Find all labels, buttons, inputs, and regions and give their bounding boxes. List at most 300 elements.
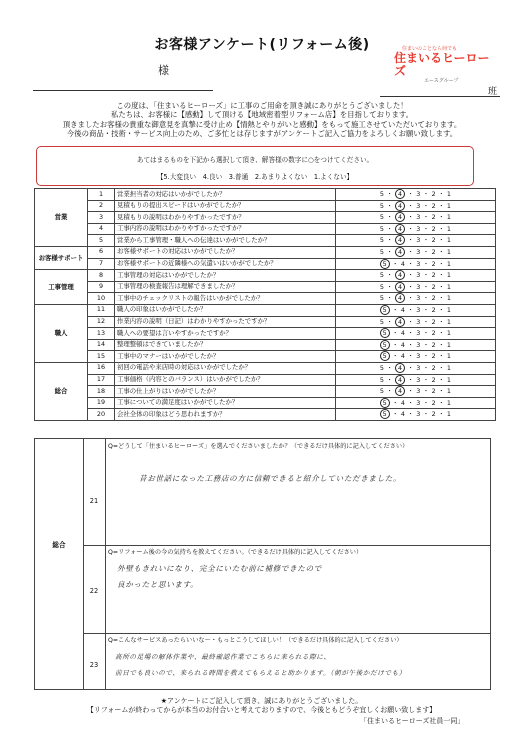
score-option[interactable]: 3 — [416, 340, 421, 349]
score-option[interactable]: 3 — [416, 398, 421, 407]
score-separator: ・ — [435, 271, 447, 280]
row-divider — [83, 633, 490, 634]
score-option[interactable]: 1 — [446, 410, 452, 419]
score-option[interactable]: 2 — [431, 247, 436, 256]
question-text: 職人への要望は言いやすかったですか？ — [115, 328, 336, 340]
intro-line: 私たちは、お客様に【感動】して頂ける【地域密着型リフォーム店】を目指しております。 — [110, 110, 414, 120]
question-number: 14 — [88, 339, 115, 351]
table-row — [35, 189, 496, 201]
handwritten-answer: 昔お世話になった工務店の方に信頼できると紹介していただきました。 — [139, 474, 402, 483]
table-row — [35, 270, 496, 282]
question-text: 工事中のチェックリストの報告はいかがでしたか？ — [115, 293, 336, 305]
score-option[interactable]: 1 — [446, 329, 452, 338]
customer-honorific: 様 — [158, 64, 169, 77]
score-option[interactable]: 1 — [446, 247, 452, 256]
score-separator: ・ — [405, 352, 417, 361]
score-separator: ・ — [435, 352, 447, 361]
handwritten-answer: 高所の足場の解体作業や、最終確認作業でこちらに来られる際に、 — [115, 653, 331, 661]
score-option[interactable]: 1 — [446, 398, 452, 407]
question-number: 15 — [88, 351, 115, 363]
score-separator: ・ — [435, 317, 447, 326]
score-scale[interactable] — [336, 351, 496, 363]
score-separator: ・ — [435, 201, 447, 210]
question-number: 17 — [88, 374, 115, 386]
score-separator: ・ — [389, 259, 401, 268]
score-separator: ・ — [435, 259, 447, 268]
score-scale[interactable] — [336, 200, 496, 212]
score-separator: ・ — [384, 236, 396, 245]
score-separator: ・ — [389, 329, 401, 338]
score-option[interactable]: 5 — [379, 294, 385, 303]
score-option[interactable]: 5 — [379, 224, 385, 233]
score-separator: ・ — [405, 363, 417, 372]
score-option[interactable]: 3 — [416, 201, 421, 210]
score-option[interactable]: 5 — [379, 201, 385, 210]
company-logo — [394, 46, 490, 84]
handwritten-answer: 外壁もきれいになり、完全にいたむ前に補修できたので — [117, 564, 322, 573]
score-option[interactable]: 2 — [431, 190, 436, 198]
score-option[interactable]: 3 — [416, 294, 421, 303]
question-text: 工事中のマナーはいかがでしたか？ — [115, 351, 336, 363]
score-separator: ・ — [420, 190, 432, 198]
score-option[interactable]: 3 — [416, 410, 421, 419]
table-row — [35, 362, 496, 374]
score-separator: ・ — [384, 375, 396, 384]
score-selected[interactable]: 4 — [395, 386, 405, 396]
question-number: 12 — [88, 316, 115, 328]
question-text: お客様サポートの近隣様への気遣いはいかがでしたか？ — [115, 258, 336, 270]
score-option[interactable]: 4 — [400, 398, 406, 407]
category-kanri: 工事管理 — [35, 270, 88, 305]
score-scale[interactable] — [336, 293, 496, 305]
score-option[interactable]: 1 — [446, 190, 452, 198]
score-scale[interactable] — [336, 374, 496, 386]
score-separator: ・ — [389, 340, 401, 349]
score-option[interactable]: 5 — [379, 363, 385, 372]
score-selected[interactable]: 4 — [395, 201, 405, 211]
question-text: 整理整頓はできていましたか？ — [115, 339, 336, 351]
question-number: 2 — [88, 200, 115, 212]
free-answer-section — [34, 438, 491, 690]
rating-rules-box — [36, 146, 474, 186]
score-separator: ・ — [420, 363, 432, 372]
table-row — [35, 397, 496, 409]
score-option[interactable]: 2 — [431, 201, 436, 210]
category-shokunin: 職人 — [35, 304, 88, 362]
question-text: 工事の仕上がりはいかがでしたか？ — [115, 386, 336, 398]
score-separator: ・ — [435, 294, 447, 303]
table-row — [35, 293, 496, 305]
table-row — [35, 246, 496, 258]
score-separator: ・ — [389, 410, 401, 419]
question-number: 13 — [88, 328, 115, 340]
score-scale[interactable] — [336, 223, 496, 235]
score-option[interactable]: 1 — [446, 340, 452, 349]
question-number: 7 — [88, 258, 115, 270]
score-option[interactable]: 3 — [416, 329, 421, 338]
score-option[interactable]: 4 — [400, 410, 406, 419]
logo-brand: 住まいるヒーローズ — [394, 51, 490, 78]
score-separator: ・ — [420, 375, 432, 384]
score-option[interactable]: 4 — [400, 352, 406, 361]
question-text: 職人の印象はいかがでしたか？ — [115, 304, 336, 316]
score-option[interactable]: 2 — [431, 294, 436, 303]
table-row — [35, 304, 496, 316]
score-selected[interactable]: 5 — [380, 398, 390, 408]
score-separator: ・ — [435, 224, 447, 233]
score-option[interactable]: 3 — [416, 352, 421, 361]
score-separator: ・ — [384, 387, 396, 396]
score-selected[interactable]: 5 — [380, 305, 390, 315]
score-separator: ・ — [405, 387, 417, 396]
table-row — [35, 258, 496, 270]
score-separator: ・ — [420, 317, 432, 326]
free-question-text: Q=リフォーム後の今の気持ちを教えてください。（できるだけ具体的に記入してください） — [108, 549, 363, 556]
score-scale[interactable] — [336, 189, 496, 201]
score-separator: ・ — [389, 352, 401, 361]
score-option[interactable]: 1 — [446, 352, 452, 361]
question-number: 11 — [88, 304, 115, 316]
question-text: 見積もりの提出スピードはいかがでしたか？ — [115, 200, 336, 212]
score-separator: ・ — [435, 363, 447, 372]
score-separator: ・ — [384, 213, 396, 222]
question-number: 5 — [88, 235, 115, 247]
score-option[interactable]: 3 — [416, 247, 421, 256]
score-separator: ・ — [435, 375, 447, 384]
score-separator: ・ — [435, 398, 447, 407]
question-number: 1 — [88, 189, 115, 201]
score-option[interactable]: 2 — [431, 363, 436, 372]
score-option[interactable]: 3 — [416, 271, 421, 280]
score-selected[interactable]: 4 — [395, 375, 405, 385]
handwritten-answer: 前日でも良いので、来られる時間を教えてもらえると助かります。（朝が午後かだけでも） — [115, 669, 406, 677]
score-separator: ・ — [420, 340, 432, 349]
score-separator: ・ — [435, 190, 447, 198]
score-option[interactable]: 5 — [379, 387, 385, 396]
table-row — [35, 339, 496, 351]
score-separator: ・ — [405, 305, 417, 314]
score-option[interactable]: 3 — [416, 259, 421, 268]
score-selected[interactable]: 5 — [380, 351, 390, 361]
score-option[interactable]: 2 — [431, 213, 436, 222]
score-separator: ・ — [405, 247, 417, 256]
table-row — [35, 223, 496, 235]
category-sogo: 総合 — [35, 362, 88, 420]
score-separator: ・ — [405, 410, 417, 419]
score-separator: ・ — [405, 340, 417, 349]
score-separator: ・ — [405, 294, 417, 303]
question-number: 8 — [88, 270, 115, 282]
question-number: 9 — [88, 281, 115, 293]
score-option[interactable]: 1 — [446, 317, 452, 326]
score-scale[interactable] — [336, 270, 496, 282]
score-separator: ・ — [384, 201, 396, 210]
score-separator: ・ — [405, 190, 417, 198]
score-option[interactable]: 4 — [400, 259, 406, 268]
question-text: 初回の電話や来店時の対応はいかがでしたか？ — [115, 362, 336, 374]
score-separator: ・ — [420, 410, 432, 419]
score-option[interactable]: 1 — [446, 236, 452, 245]
question-number: 19 — [88, 397, 115, 409]
score-separator: ・ — [405, 329, 417, 338]
question-number: 16 — [88, 362, 115, 374]
question-text: 会社全体の印象はどう思われますか？ — [115, 409, 336, 421]
score-scale[interactable] — [336, 362, 496, 374]
score-separator: ・ — [435, 282, 447, 291]
score-scale[interactable] — [336, 281, 496, 293]
score-option[interactable]: 4 — [400, 329, 406, 338]
score-selected[interactable]: 5 — [380, 328, 390, 338]
score-separator: ・ — [435, 236, 447, 245]
score-option[interactable]: 5 — [379, 282, 385, 291]
score-separator: ・ — [405, 398, 417, 407]
score-scale[interactable] — [336, 328, 496, 340]
score-separator: ・ — [420, 398, 432, 407]
intro-line: この度は、「住まいるヒーローズ」に工事のご用命を頂き誠にありがとうございました！ — [116, 101, 408, 110]
category-eigyo: 営業 — [35, 189, 88, 247]
score-option[interactable]: 3 — [416, 305, 421, 314]
score-option[interactable]: 2 — [431, 282, 436, 291]
score-option[interactable]: 1 — [446, 213, 452, 222]
score-separator: ・ — [420, 305, 432, 314]
question-number: 3 — [88, 212, 115, 224]
score-option[interactable]: 2 — [431, 305, 436, 314]
question-text: 工事管理の対応はいかがでしたか？ — [115, 270, 336, 282]
score-selected[interactable]: 5 — [380, 259, 390, 269]
question-text: 工事内容の説明はわかりやすかったですか？ — [115, 223, 336, 235]
score-option[interactable]: 2 — [431, 340, 436, 349]
free-number-column — [83, 439, 106, 689]
score-separator: ・ — [420, 352, 432, 361]
score-selected[interactable]: 4 — [395, 235, 405, 245]
score-option[interactable]: 3 — [416, 236, 421, 245]
score-option[interactable]: 5 — [379, 236, 385, 245]
score-separator: ・ — [405, 375, 417, 384]
score-option[interactable]: 3 — [416, 387, 421, 396]
score-separator: ・ — [405, 201, 417, 210]
table-row — [35, 351, 496, 363]
score-option[interactable]: 1 — [446, 271, 452, 280]
score-separator: ・ — [384, 294, 396, 303]
logo-group: エースグループ — [424, 78, 459, 84]
score-option[interactable]: 5 — [379, 247, 385, 256]
footer-thanks: ★アンケートにご記入して頂き、誠にありがとうございました。 — [160, 697, 363, 705]
score-selected[interactable]: 4 — [395, 363, 405, 373]
score-option[interactable]: 2 — [431, 317, 436, 326]
score-scale[interactable] — [336, 386, 496, 398]
row-divider — [83, 545, 490, 546]
table-row — [35, 328, 496, 340]
intro-text — [0, 101, 524, 139]
free-question-number: 23 — [89, 661, 99, 669]
score-option[interactable]: 3 — [416, 213, 421, 222]
score-selected[interactable]: 4 — [395, 247, 405, 257]
score-option[interactable]: 3 — [416, 375, 421, 384]
question-text: 見積もりの説明はわかりやすかったですか？ — [115, 212, 336, 224]
question-number: 4 — [88, 223, 115, 235]
score-separator: ・ — [435, 410, 447, 419]
score-option[interactable]: 3 — [416, 190, 421, 198]
score-separator: ・ — [384, 224, 396, 233]
score-scale[interactable] — [336, 235, 496, 247]
score-option[interactable]: 1 — [446, 259, 452, 268]
score-separator: ・ — [435, 329, 447, 338]
score-separator: ・ — [420, 247, 432, 256]
score-option[interactable]: 1 — [446, 305, 452, 314]
score-scale[interactable] — [336, 246, 496, 258]
question-number: 10 — [88, 293, 115, 305]
footer-request: 【リフォームが終わってからが本当のお付合いと考えておりますので、今後ともどうぞ宜しくお願い致します】 — [86, 706, 437, 714]
score-separator: ・ — [420, 294, 432, 303]
table-row — [35, 316, 496, 328]
score-separator: ・ — [405, 282, 417, 291]
score-selected[interactable]: 4 — [395, 282, 405, 292]
table-row — [35, 212, 496, 224]
question-text: 作業内容の説明（日記）はわかりやすかったですか？ — [115, 316, 336, 328]
score-separator: ・ — [420, 224, 432, 233]
score-option[interactable]: 2 — [431, 271, 436, 280]
score-separator: ・ — [420, 387, 432, 396]
score-scale[interactable] — [336, 339, 496, 351]
score-separator: ・ — [420, 236, 432, 245]
score-separator: ・ — [389, 398, 401, 407]
score-separator: ・ — [384, 363, 396, 372]
page-title: お客様アンケート(リフォーム後) — [154, 37, 370, 53]
footer-signature: 「住まいるヒーローズ社員一同」 — [360, 717, 465, 725]
score-option[interactable]: 2 — [431, 410, 436, 419]
score-option[interactable]: 3 — [416, 317, 421, 326]
category-sogo-free: 総合 — [52, 541, 66, 549]
score-separator: ・ — [420, 282, 432, 291]
score-separator: ・ — [384, 190, 396, 198]
score-option[interactable]: 2 — [431, 375, 436, 384]
score-separator: ・ — [435, 387, 447, 396]
score-scale[interactable] — [336, 397, 496, 409]
score-selected[interactable]: 4 — [395, 224, 405, 234]
table-row — [35, 235, 496, 247]
score-option[interactable]: 5 — [379, 375, 385, 384]
class-label: 班 — [488, 87, 498, 97]
intro-line: 今後の商品・技術・サービス向上のため、ご多忙とは存じますがアンケートご記入ご協力をよろしくお願い致します。 — [66, 129, 458, 139]
score-option[interactable]: 5 — [379, 271, 385, 280]
score-option[interactable]: 2 — [431, 259, 436, 268]
score-selected[interactable]: 4 — [395, 212, 405, 222]
score-option[interactable]: 2 — [431, 352, 436, 361]
handwritten-answer: 良かったと思います。 — [117, 580, 199, 589]
score-option[interactable]: 5 — [379, 213, 385, 222]
score-separator: ・ — [435, 213, 447, 222]
question-text: 営業から工事管理・職人への伝達はいかがでしたか？ — [115, 235, 336, 247]
table-row — [35, 281, 496, 293]
free-category-column — [35, 439, 84, 689]
score-separator: ・ — [420, 259, 432, 268]
score-separator: ・ — [435, 305, 447, 314]
score-scale[interactable] — [336, 258, 496, 270]
free-question-text: Q=どうして「住まいるヒーローズ」を選んでくださいましたか？（できるだけ具体的に記入してください） — [108, 443, 409, 450]
question-text: 工事管理の検査報告は理解できましたか？ — [115, 281, 336, 293]
score-scale[interactable] — [336, 316, 496, 328]
intro-line: 頂きましたお客様の貴重な御意見を真摯に受け止め【情熱とやりがいと感動】をもって施工させていただいております。 — [62, 119, 462, 129]
score-separator: ・ — [384, 247, 396, 256]
score-option[interactable]: 2 — [431, 236, 436, 245]
score-option[interactable]: 3 — [416, 282, 421, 291]
score-separator: ・ — [384, 271, 396, 280]
question-number: 6 — [88, 246, 115, 258]
score-separator: ・ — [420, 271, 432, 280]
score-selected[interactable]: 5 — [380, 340, 390, 350]
free-question-text: Q=こんなサービスあったらいいな～・もっとこうしてほしい！（できるだけ具体的に記入してください） — [108, 637, 403, 644]
score-separator: ・ — [405, 271, 417, 280]
question-text: 工事についての満足度はいかがでしたか？ — [115, 397, 336, 409]
rating-rules-instruction: あてはまるものを下記から選択して頂き、解答様の数字に○をつけてください。 — [136, 156, 374, 164]
score-option[interactable]: 3 — [416, 224, 421, 233]
score-selected[interactable]: 4 — [395, 270, 405, 280]
score-scale[interactable] — [336, 304, 496, 316]
score-selected[interactable]: 4 — [395, 317, 405, 327]
free-question-number: 21 — [89, 497, 99, 505]
score-option[interactable]: 4 — [400, 305, 406, 314]
rating-table — [34, 188, 496, 421]
score-option[interactable]: 3 — [416, 363, 421, 372]
score-scale[interactable] — [336, 409, 496, 421]
score-option[interactable]: 5 — [379, 317, 385, 326]
question-text: 営業担当者の対応はいかがでしたか？ — [115, 189, 336, 201]
score-option[interactable]: 1 — [446, 294, 452, 303]
score-option[interactable]: 1 — [446, 387, 452, 396]
score-option[interactable]: 1 — [446, 282, 452, 291]
score-separator: ・ — [405, 236, 417, 245]
score-separator: ・ — [435, 340, 447, 349]
score-separator: ・ — [420, 201, 432, 210]
question-text: 工事価格（内容とのバランス）はいかがでしたか？ — [115, 374, 336, 386]
score-separator: ・ — [405, 213, 417, 222]
score-option[interactable]: 4 — [400, 340, 406, 349]
score-option[interactable]: 5 — [379, 190, 385, 198]
rating-rules-scale: 【5.大変良い 4.良い 3.普通 2.あまりよくない 1.よくない】 — [156, 173, 354, 181]
table-row — [35, 374, 496, 386]
score-option[interactable]: 1 — [446, 201, 452, 210]
score-selected[interactable]: 4 — [395, 189, 405, 199]
score-separator: ・ — [405, 224, 417, 233]
score-option[interactable]: 1 — [446, 363, 452, 372]
table-row — [35, 409, 496, 421]
score-option[interactable]: 1 — [446, 224, 452, 233]
score-separator: ・ — [435, 247, 447, 256]
score-option[interactable]: 2 — [431, 398, 436, 407]
score-separator: ・ — [405, 259, 417, 268]
score-option[interactable]: 2 — [431, 224, 436, 233]
score-separator: ・ — [389, 305, 401, 314]
score-selected[interactable]: 5 — [380, 409, 390, 419]
question-number: 20 — [88, 409, 115, 421]
free-question-number: 22 — [89, 587, 99, 595]
score-separator: ・ — [420, 329, 432, 338]
score-selected[interactable]: 4 — [395, 293, 405, 303]
customer-name-line — [33, 76, 213, 91]
table-row — [35, 200, 496, 212]
score-option[interactable]: 1 — [446, 375, 452, 384]
score-option[interactable]: 2 — [431, 387, 436, 396]
footer-message — [34, 697, 489, 715]
score-scale[interactable] — [336, 212, 496, 224]
score-separator: ・ — [405, 317, 417, 326]
score-option[interactable]: 2 — [431, 329, 436, 338]
score-separator: ・ — [384, 282, 396, 291]
class-line — [380, 96, 500, 97]
table-row — [35, 386, 496, 398]
question-number: 18 — [88, 386, 115, 398]
category-support: お客様サポート — [35, 246, 88, 269]
